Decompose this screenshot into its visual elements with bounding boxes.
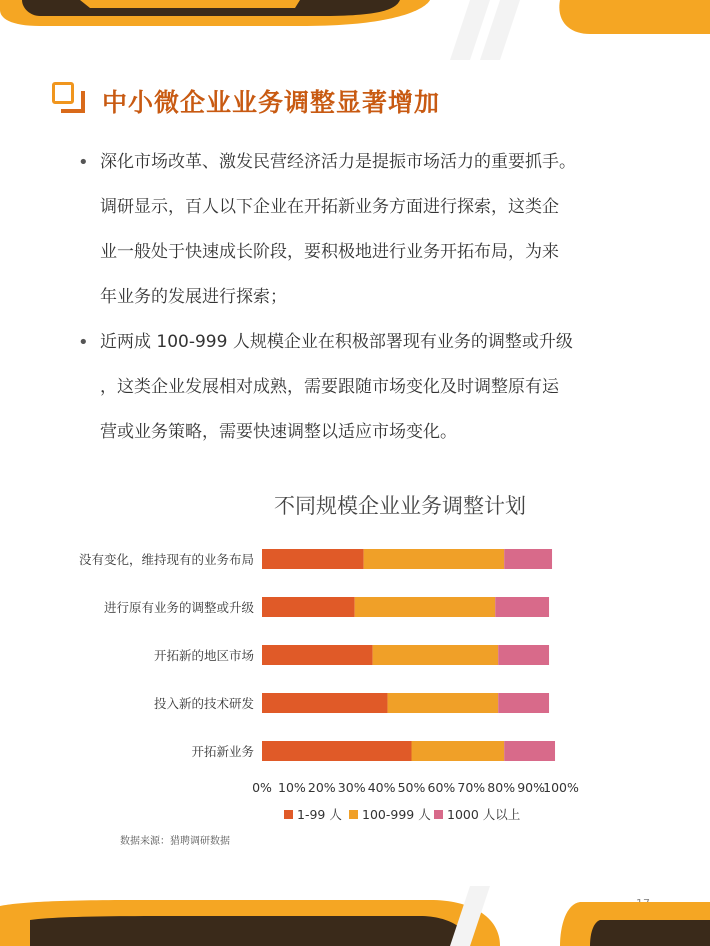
category-label: 投入新的技术研发	[153, 696, 254, 711]
x-tick-label: 100%	[543, 780, 579, 795]
x-tick-label: 30%	[337, 780, 366, 795]
bar-segment	[504, 741, 555, 761]
bullet-line: ，这类企业发展相对成熟，需要跟随市场变化及时调整原有运	[100, 377, 559, 397]
legend-swatch	[284, 810, 293, 819]
bar-segment	[504, 549, 552, 569]
stacked-bar-chart	[0, 530, 710, 830]
bullet-dot-icon: •	[78, 152, 89, 173]
bar-segment	[412, 741, 505, 761]
bullet-line: 深化市场改革、激发民营经济活力是提振市场活力的重要抓手。	[100, 152, 576, 172]
bar-segment	[498, 645, 549, 665]
category-label: 没有变化，维持现有的业务布局	[78, 552, 254, 567]
x-tick-label: 20%	[307, 780, 336, 795]
bar-segment	[262, 645, 373, 665]
bullet-line: 近两成 100-999 人规模企业在积极部署现有业务的调整或升级	[100, 332, 573, 352]
bar-segment	[355, 597, 496, 617]
bullet-item	[78, 320, 678, 455]
section-title: 中小微企业业务调整显著增加	[102, 88, 441, 117]
bar-segment	[388, 693, 499, 713]
bullet-dot-icon: •	[78, 332, 89, 353]
bullet-list	[78, 140, 678, 455]
bottom-decoration	[0, 886, 710, 946]
category-label: 进行原有业务的调整或升级	[103, 600, 254, 615]
legend-swatch	[434, 810, 443, 819]
legend-label: 1000 人以上	[447, 807, 521, 822]
bullet-line: 调研显示，百人以下企业在开拓新业务方面进行探索，这类企	[100, 197, 559, 217]
x-tick-label: 0%	[252, 780, 272, 795]
bar-segment	[262, 693, 388, 713]
bar-segment	[495, 597, 549, 617]
x-tick-label: 60%	[427, 780, 456, 795]
square-bullet-icon	[52, 82, 90, 120]
bullet-line: 营或业务策略，需要快速调整以适应市场变化。	[100, 422, 457, 442]
bar-segment	[364, 549, 505, 569]
x-tick-label: 10%	[278, 780, 306, 795]
top-decoration	[0, 0, 710, 60]
bullet-line: 业一般处于快速成长阶段，要积极地进行业务开拓布局，为来	[100, 242, 559, 262]
bar-segment	[262, 741, 412, 761]
category-label: 开拓新的地区市场	[153, 648, 254, 663]
bar-segment	[373, 645, 499, 665]
legend-label: 1-99 人	[297, 807, 342, 822]
chart-title: 不同规模企业业务调整计划	[274, 494, 526, 518]
bullet-item	[78, 140, 678, 320]
legend-label: 100-999 人	[362, 807, 431, 822]
bar-segment	[262, 597, 355, 617]
bar-segment	[262, 549, 364, 569]
category-label: 开拓新业务	[191, 744, 254, 759]
section-heading	[52, 76, 440, 126]
x-tick-label: 70%	[457, 780, 486, 795]
data-source: 数据来源：猎聘调研数据	[120, 836, 230, 847]
legend-swatch	[349, 810, 358, 819]
x-tick-label: 90%	[517, 780, 545, 795]
bullet-line: 年业务的发展进行探索；	[100, 287, 287, 307]
x-tick-label: 50%	[397, 780, 426, 795]
bar-segment	[498, 693, 549, 713]
x-tick-label: 80%	[487, 780, 516, 795]
x-tick-label: 40%	[367, 780, 396, 795]
